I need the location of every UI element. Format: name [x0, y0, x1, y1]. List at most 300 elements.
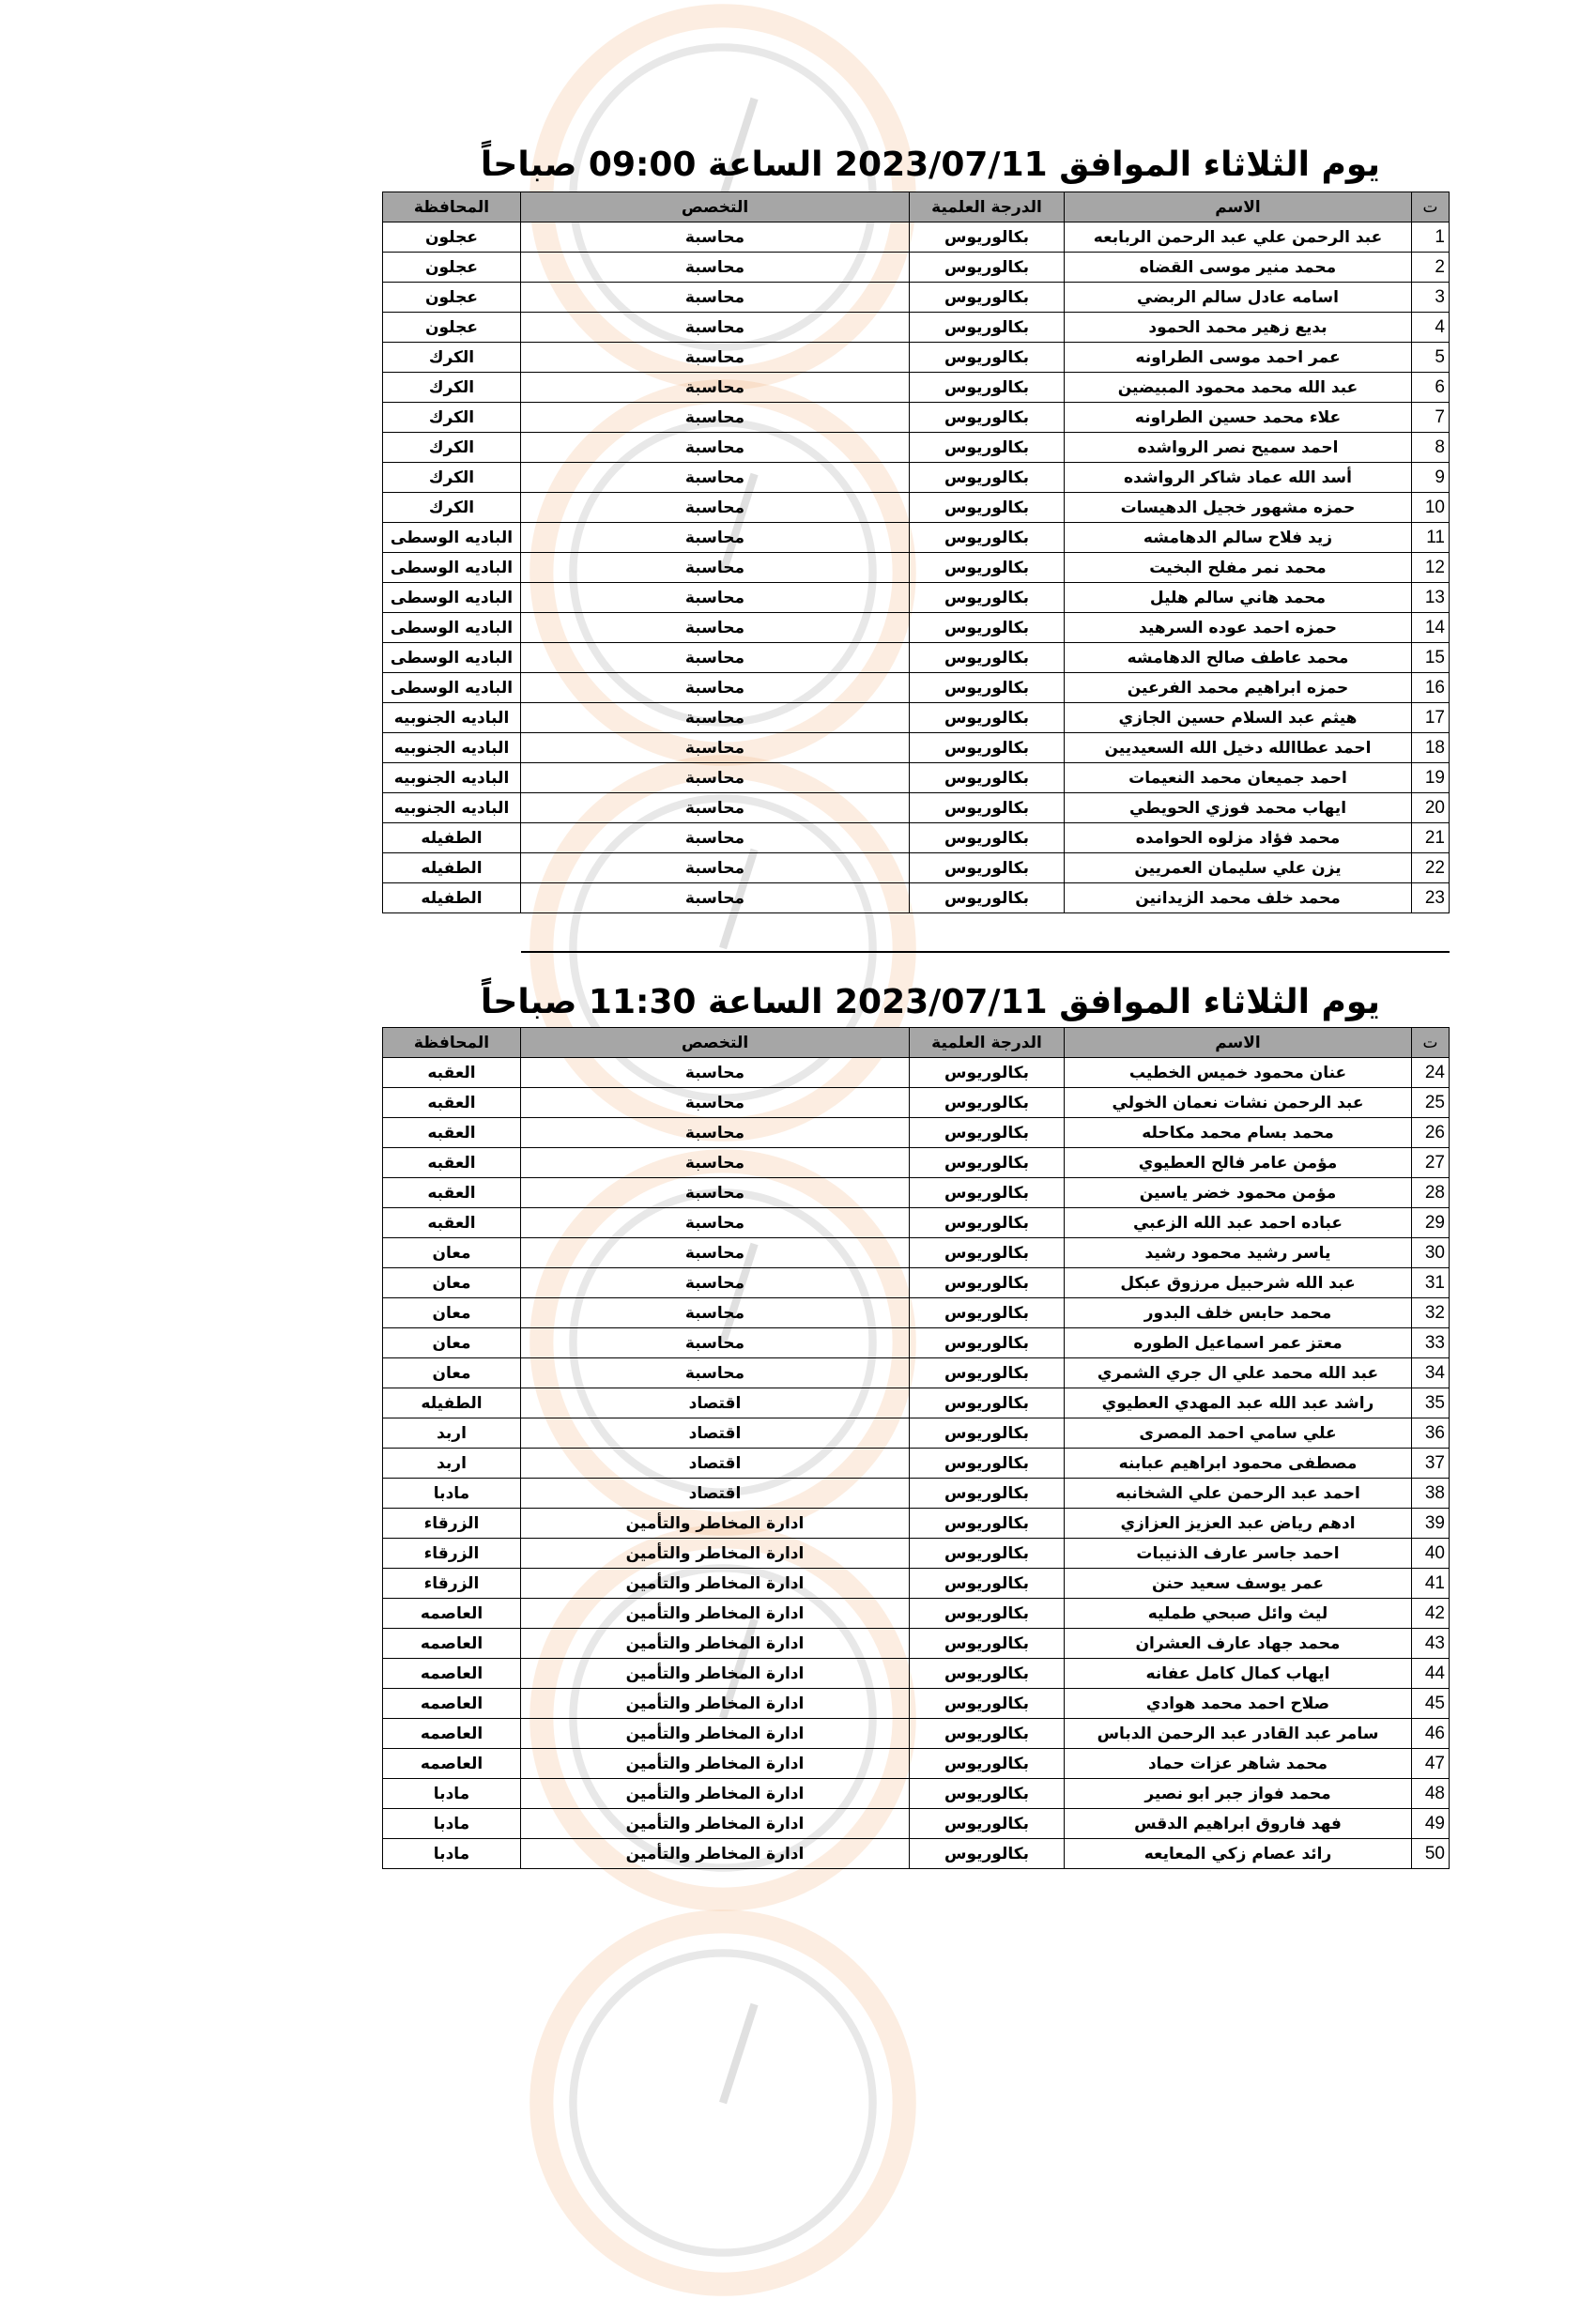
- cell-specialty: محاسبة: [521, 733, 910, 763]
- session-2-table: [382, 1027, 1450, 1869]
- cell-governorate: الباديه الجنوبيه: [383, 733, 521, 763]
- cell-name: ليث وائل صبحي طمليه: [1065, 1599, 1412, 1629]
- cell-degree: بكالوريوس: [910, 1719, 1065, 1749]
- cell-specialty: محاسبة: [521, 1358, 910, 1388]
- cell-degree: بكالوريوس: [910, 1388, 1065, 1418]
- cell-governorate: الكرك: [383, 433, 521, 463]
- cell-num: 29: [1412, 1208, 1450, 1238]
- cell-num: 41: [1412, 1569, 1450, 1599]
- cell-name: محمد شاهر عزات حماد: [1065, 1749, 1412, 1779]
- cell-name: عنان محمود خميس الخطيب: [1065, 1058, 1412, 1088]
- cell-degree: بكالوريوس: [910, 433, 1065, 463]
- cell-degree: بكالوريوس: [910, 1148, 1065, 1178]
- cell-degree: بكالوريوس: [910, 703, 1065, 733]
- cell-specialty: محاسبة: [521, 493, 910, 523]
- table-row: [383, 1118, 1450, 1148]
- cell-specialty: محاسبة: [521, 673, 910, 703]
- cell-governorate: مادبا: [383, 1779, 521, 1809]
- cell-degree: بكالوريوس: [910, 583, 1065, 613]
- table-row: [383, 1058, 1450, 1088]
- cell-name: ادهم رياض عبد العزيز العزازي: [1065, 1509, 1412, 1539]
- cell-governorate: الطفيله: [383, 883, 521, 913]
- cell-name: ايهاب محمد فوزي الحويطي: [1065, 793, 1412, 823]
- cell-name: أسد الله عماد شاكر الرواشده: [1065, 463, 1412, 493]
- cell-degree: بكالوريوس: [910, 1238, 1065, 1268]
- table-row: [383, 793, 1450, 823]
- column-header-degree: الدرجة العلمية: [910, 192, 1065, 222]
- table-row: [383, 823, 1450, 853]
- table-row: [383, 1659, 1450, 1689]
- session-2-title: يوم الثلاثاء الموافق 2023/07/11 الساعة 11:30 صباحاً: [480, 983, 1380, 1021]
- cell-governorate: عجلون: [383, 283, 521, 313]
- cell-specialty: محاسبة: [521, 853, 910, 883]
- cell-governorate: العاصمه: [383, 1719, 521, 1749]
- cell-specialty: محاسبة: [521, 1208, 910, 1238]
- cell-name: عبد الرحمن علي عبد الرحمن الربابعه: [1065, 222, 1412, 253]
- cell-name: مؤمن عامر فالح العطيوي: [1065, 1148, 1412, 1178]
- column-header-specialty: التخصص: [521, 192, 910, 222]
- table-row: [383, 1418, 1450, 1449]
- cell-name: عبد الله محمد محمود المبيضين: [1065, 373, 1412, 403]
- table-row: [383, 1178, 1450, 1208]
- cell-degree: بكالوريوس: [910, 1449, 1065, 1479]
- cell-num: 38: [1412, 1479, 1450, 1509]
- table-row: [383, 1569, 1450, 1599]
- cell-num: 1: [1412, 222, 1450, 253]
- cell-degree: بكالوريوس: [910, 343, 1065, 373]
- cell-degree: بكالوريوس: [910, 283, 1065, 313]
- cell-degree: بكالوريوس: [910, 1178, 1065, 1208]
- cell-degree: بكالوريوس: [910, 222, 1065, 253]
- table-row: [383, 1479, 1450, 1509]
- cell-governorate: معان: [383, 1268, 521, 1298]
- cell-name: احمد سميح نصر الرواشده: [1065, 433, 1412, 463]
- cell-specialty: محاسبة: [521, 403, 910, 433]
- cell-specialty: ادارة المخاطر والتأمين: [521, 1629, 910, 1659]
- cell-name: احمد جاسر عارف الذنيبات: [1065, 1539, 1412, 1569]
- cell-name: احمد عطاالله دخيل الله السعيديين: [1065, 733, 1412, 763]
- cell-num: 34: [1412, 1358, 1450, 1388]
- cell-degree: بكالوريوس: [910, 643, 1065, 673]
- cell-specialty: ادارة المخاطر والتأمين: [521, 1569, 910, 1599]
- cell-specialty: محاسبة: [521, 1088, 910, 1118]
- cell-name: علاء محمد حسين الطراونه: [1065, 403, 1412, 433]
- cell-name: حمزه مشهور خجيل الدهيسات: [1065, 493, 1412, 523]
- cell-name: عمر يوسف سعيد حنن: [1065, 1569, 1412, 1599]
- cell-degree: بكالوريوس: [910, 253, 1065, 283]
- cell-name: صلاح احمد محمد هوادي: [1065, 1689, 1412, 1719]
- cell-governorate: عجلون: [383, 222, 521, 253]
- cell-degree: بكالوريوس: [910, 1809, 1065, 1839]
- cell-num: 47: [1412, 1749, 1450, 1779]
- cell-specialty: ادارة المخاطر والتأمين: [521, 1599, 910, 1629]
- cell-governorate: معان: [383, 1328, 521, 1358]
- cell-specialty: محاسبة: [521, 1118, 910, 1148]
- cell-governorate: معان: [383, 1298, 521, 1328]
- cell-governorate: الكرك: [383, 373, 521, 403]
- cell-degree: بكالوريوس: [910, 1418, 1065, 1449]
- cell-name: حمزه ابراهيم محمد الفرعين: [1065, 673, 1412, 703]
- cell-specialty: اقتصاد: [521, 1388, 910, 1418]
- cell-name: محمد جهاد عارف العشران: [1065, 1629, 1412, 1659]
- cell-num: 24: [1412, 1058, 1450, 1088]
- table-row: [383, 1388, 1450, 1418]
- table-row: [383, 1449, 1450, 1479]
- cell-specialty: محاسبة: [521, 433, 910, 463]
- cell-governorate: الطفيله: [383, 1388, 521, 1418]
- cell-degree: بكالوريوس: [910, 1058, 1065, 1088]
- cell-governorate: العقبه: [383, 1058, 521, 1088]
- cell-name: سامر عبد القادر عبد الرحمن الدباس: [1065, 1719, 1412, 1749]
- cell-name: هيثم عبد السلام حسين الجازي: [1065, 703, 1412, 733]
- cell-num: 21: [1412, 823, 1450, 853]
- cell-name: عبد الله محمد علي ال جري الشمري: [1065, 1358, 1412, 1388]
- cell-num: 30: [1412, 1238, 1450, 1268]
- cell-degree: بكالوريوس: [910, 1629, 1065, 1659]
- cell-num: 15: [1412, 643, 1450, 673]
- cell-specialty: محاسبة: [521, 703, 910, 733]
- cell-num: 42: [1412, 1599, 1450, 1629]
- table-row: [383, 493, 1450, 523]
- cell-governorate: الزرقاء: [383, 1569, 521, 1599]
- cell-degree: بكالوريوس: [910, 1839, 1065, 1869]
- cell-specialty: ادارة المخاطر والتأمين: [521, 1659, 910, 1689]
- cell-name: محمد عاطف صالح الدهامشه: [1065, 643, 1412, 673]
- watermark-clock-icon: [526, 1906, 920, 2300]
- cell-degree: بكالوريوس: [910, 313, 1065, 343]
- cell-name: محمد حابس خلف البدور: [1065, 1298, 1412, 1328]
- cell-specialty: محاسبة: [521, 313, 910, 343]
- cell-name: بديع زهير محمد الحمود: [1065, 313, 1412, 343]
- table-header-row: [383, 192, 1450, 222]
- cell-name: محمد فواز جبر ابو نصير: [1065, 1779, 1412, 1809]
- column-header-specialty: التخصص: [521, 1028, 910, 1058]
- cell-specialty: محاسبة: [521, 613, 910, 643]
- cell-degree: بكالوريوس: [910, 1779, 1065, 1809]
- cell-degree: بكالوريوس: [910, 1268, 1065, 1298]
- cell-governorate: الزرقاء: [383, 1509, 521, 1539]
- table-row: [383, 313, 1450, 343]
- column-header-degree: الدرجة العلمية: [910, 1028, 1065, 1058]
- cell-num: 20: [1412, 793, 1450, 823]
- cell-specialty: ادارة المخاطر والتأمين: [521, 1719, 910, 1749]
- cell-name: يزن علي سليمان العمريين: [1065, 853, 1412, 883]
- cell-name: اسامه عادل سالم الربضي: [1065, 283, 1412, 313]
- cell-degree: بكالوريوس: [910, 763, 1065, 793]
- cell-degree: بكالوريوس: [910, 613, 1065, 643]
- cell-num: 16: [1412, 673, 1450, 703]
- cell-name: احمد عبد الرحمن علي الشخانبه: [1065, 1479, 1412, 1509]
- cell-degree: بكالوريوس: [910, 673, 1065, 703]
- cell-degree: بكالوريوس: [910, 1539, 1065, 1569]
- cell-name: رائد عصام زكي المعايعه: [1065, 1839, 1412, 1869]
- cell-governorate: الكرك: [383, 403, 521, 433]
- cell-degree: بكالوريوس: [910, 1208, 1065, 1238]
- table-row: [383, 523, 1450, 553]
- cell-num: 49: [1412, 1809, 1450, 1839]
- cell-degree: بكالوريوس: [910, 523, 1065, 553]
- cell-name: عباده احمد عبد الله الزعبي: [1065, 1208, 1412, 1238]
- cell-num: 14: [1412, 613, 1450, 643]
- cell-governorate: مادبا: [383, 1479, 521, 1509]
- table-row: [383, 1719, 1450, 1749]
- cell-num: 36: [1412, 1418, 1450, 1449]
- cell-governorate: اربد: [383, 1449, 521, 1479]
- column-header-governorate: المحافظة: [383, 1028, 521, 1058]
- cell-governorate: الباديه الوسطى: [383, 673, 521, 703]
- cell-name: معتز عمر اسماعيل الطوره: [1065, 1328, 1412, 1358]
- cell-governorate: العقبه: [383, 1118, 521, 1148]
- cell-specialty: ادارة المخاطر والتأمين: [521, 1509, 910, 1539]
- cell-specialty: محاسبة: [521, 1148, 910, 1178]
- cell-governorate: الطفيله: [383, 853, 521, 883]
- cell-governorate: الباديه الوسطى: [383, 643, 521, 673]
- cell-governorate: العقبه: [383, 1148, 521, 1178]
- cell-degree: بكالوريوس: [910, 1659, 1065, 1689]
- cell-specialty: محاسبة: [521, 523, 910, 553]
- table-row: [383, 1208, 1450, 1238]
- cell-num: 46: [1412, 1719, 1450, 1749]
- cell-specialty: محاسبة: [521, 763, 910, 793]
- cell-governorate: اربد: [383, 1418, 521, 1449]
- cell-name: عبد الرحمن نشات نعمان الخولي: [1065, 1088, 1412, 1118]
- cell-specialty: اقتصاد: [521, 1449, 910, 1479]
- cell-num: 32: [1412, 1298, 1450, 1328]
- table-row: [383, 463, 1450, 493]
- table-row: [383, 673, 1450, 703]
- cell-name: عمر احمد موسى الطراونه: [1065, 343, 1412, 373]
- cell-degree: بكالوريوس: [910, 1509, 1065, 1539]
- cell-governorate: الطفيله: [383, 823, 521, 853]
- cell-governorate: الباديه الجنوبيه: [383, 703, 521, 733]
- table-row: [383, 733, 1450, 763]
- cell-governorate: العاصمه: [383, 1689, 521, 1719]
- cell-num: 40: [1412, 1539, 1450, 1569]
- cell-num: 18: [1412, 733, 1450, 763]
- cell-name: محمد فؤاد مزلوه الحوامده: [1065, 823, 1412, 853]
- cell-num: 13: [1412, 583, 1450, 613]
- cell-name: ياسر رشيد محمود رشيد: [1065, 1238, 1412, 1268]
- table-row: [383, 373, 1450, 403]
- cell-specialty: محاسبة: [521, 283, 910, 313]
- cell-name: مؤمن محمود خضر ياسين: [1065, 1178, 1412, 1208]
- cell-specialty: ادارة المخاطر والتأمين: [521, 1779, 910, 1809]
- cell-name: فهد فاروق ابراهيم الدقس: [1065, 1809, 1412, 1839]
- cell-num: 23: [1412, 883, 1450, 913]
- cell-name: علي سامي احمد المصرى: [1065, 1418, 1412, 1449]
- cell-num: 12: [1412, 553, 1450, 583]
- cell-num: 43: [1412, 1629, 1450, 1659]
- cell-specialty: محاسبة: [521, 553, 910, 583]
- cell-num: 11: [1412, 523, 1450, 553]
- cell-num: 9: [1412, 463, 1450, 493]
- cell-degree: بكالوريوس: [910, 493, 1065, 523]
- cell-degree: بكالوريوس: [910, 1569, 1065, 1599]
- cell-num: 2: [1412, 253, 1450, 283]
- cell-num: 22: [1412, 853, 1450, 883]
- cell-name: محمد منير موسى القضاه: [1065, 253, 1412, 283]
- table-row: [383, 853, 1450, 883]
- session-1-table: [382, 192, 1450, 913]
- cell-governorate: العاصمه: [383, 1749, 521, 1779]
- cell-governorate: مادبا: [383, 1809, 521, 1839]
- cell-governorate: معان: [383, 1358, 521, 1388]
- cell-num: 50: [1412, 1839, 1450, 1869]
- cell-specialty: محاسبة: [521, 463, 910, 493]
- table-row: [383, 1539, 1450, 1569]
- table-row: [383, 883, 1450, 913]
- cell-governorate: الباديه الوسطى: [383, 583, 521, 613]
- cell-degree: بكالوريوس: [910, 553, 1065, 583]
- cell-num: 7: [1412, 403, 1450, 433]
- table-row: [383, 283, 1450, 313]
- cell-specialty: محاسبة: [521, 1298, 910, 1328]
- cell-degree: بكالوريوس: [910, 793, 1065, 823]
- cell-governorate: الباديه الجنوبيه: [383, 793, 521, 823]
- cell-specialty: ادارة المخاطر والتأمين: [521, 1749, 910, 1779]
- cell-specialty: محاسبة: [521, 373, 910, 403]
- cell-degree: بكالوريوس: [910, 1599, 1065, 1629]
- cell-governorate: مادبا: [383, 1839, 521, 1869]
- cell-specialty: ادارة المخاطر والتأمين: [521, 1809, 910, 1839]
- cell-name: مصطفى محمود ابراهيم عبابنه: [1065, 1449, 1412, 1479]
- cell-specialty: ادارة المخاطر والتأمين: [521, 1839, 910, 1869]
- column-header-num: ت: [1412, 1028, 1450, 1058]
- cell-governorate: الباديه الوسطى: [383, 553, 521, 583]
- cell-specialty: محاسبة: [521, 1268, 910, 1298]
- table-row: [383, 1148, 1450, 1178]
- cell-name: احمد جميعان محمد النعيمات: [1065, 763, 1412, 793]
- column-header-governorate: المحافظة: [383, 192, 521, 222]
- column-header-num: ت: [1412, 192, 1450, 222]
- cell-governorate: معان: [383, 1238, 521, 1268]
- table-row: [383, 1298, 1450, 1328]
- cell-degree: بكالوريوس: [910, 1118, 1065, 1148]
- cell-degree: بكالوريوس: [910, 1479, 1065, 1509]
- cell-specialty: محاسبة: [521, 1328, 910, 1358]
- cell-name: محمد خلف محمد الزيدانين: [1065, 883, 1412, 913]
- table-row: [383, 1779, 1450, 1809]
- table-row: [383, 1599, 1450, 1629]
- cell-num: 8: [1412, 433, 1450, 463]
- cell-num: 27: [1412, 1148, 1450, 1178]
- cell-specialty: اقتصاد: [521, 1479, 910, 1509]
- cell-degree: بكالوريوس: [910, 853, 1065, 883]
- table-row: [383, 403, 1450, 433]
- table-row: [383, 1839, 1450, 1869]
- cell-degree: بكالوريوس: [910, 373, 1065, 403]
- table-row: [383, 1328, 1450, 1358]
- table-row: [383, 1358, 1450, 1388]
- column-header-name: الاسم: [1065, 192, 1412, 222]
- table-row: [383, 1509, 1450, 1539]
- cell-num: 45: [1412, 1689, 1450, 1719]
- table-row: [383, 433, 1450, 463]
- cell-specialty: محاسبة: [521, 793, 910, 823]
- table-row: [383, 553, 1450, 583]
- cell-degree: بكالوريوس: [910, 1298, 1065, 1328]
- cell-specialty: ادارة المخاطر والتأمين: [521, 1539, 910, 1569]
- cell-degree: بكالوريوس: [910, 1689, 1065, 1719]
- cell-num: 33: [1412, 1328, 1450, 1358]
- cell-degree: بكالوريوس: [910, 1088, 1065, 1118]
- cell-governorate: الباديه الجنوبيه: [383, 763, 521, 793]
- cell-num: 44: [1412, 1659, 1450, 1689]
- cell-governorate: العقبه: [383, 1178, 521, 1208]
- cell-num: 25: [1412, 1088, 1450, 1118]
- cell-num: 4: [1412, 313, 1450, 343]
- cell-specialty: اقتصاد: [521, 1418, 910, 1449]
- column-header-name: الاسم: [1065, 1028, 1412, 1058]
- table-row: [383, 343, 1450, 373]
- cell-name: راشد عبد الله عبد المهدي العطيوي: [1065, 1388, 1412, 1418]
- cell-specialty: محاسبة: [521, 643, 910, 673]
- cell-specialty: محاسبة: [521, 222, 910, 253]
- cell-governorate: العاصمه: [383, 1599, 521, 1629]
- cell-num: 28: [1412, 1178, 1450, 1208]
- session-1-title: يوم الثلاثاء الموافق 2023/07/11 الساعة 09:00 صباحاً: [480, 146, 1380, 184]
- table-row: [383, 1088, 1450, 1118]
- cell-degree: بكالوريوس: [910, 1749, 1065, 1779]
- table-row: [383, 613, 1450, 643]
- table-row: [383, 1629, 1450, 1659]
- cell-name: حمزه احمد عوده السرهيد: [1065, 613, 1412, 643]
- cell-degree: بكالوريوس: [910, 1328, 1065, 1358]
- cell-governorate: الباديه الوسطى: [383, 613, 521, 643]
- cell-governorate: العاصمه: [383, 1659, 521, 1689]
- cell-degree: بكالوريوس: [910, 463, 1065, 493]
- cell-governorate: الكرك: [383, 463, 521, 493]
- cell-name: محمد هاني سالم هليل: [1065, 583, 1412, 613]
- cell-degree: بكالوريوس: [910, 403, 1065, 433]
- table-row: [383, 222, 1450, 253]
- cell-governorate: الكرك: [383, 493, 521, 523]
- cell-degree: بكالوريوس: [910, 823, 1065, 853]
- cell-degree: بكالوريوس: [910, 1358, 1065, 1388]
- cell-name: ايهاب كمال كامل عفانه: [1065, 1659, 1412, 1689]
- section-divider: [521, 951, 1450, 953]
- cell-degree: بكالوريوس: [910, 733, 1065, 763]
- cell-name: زيد فلاح سالم الدهامشه: [1065, 523, 1412, 553]
- cell-governorate: عجلون: [383, 253, 521, 283]
- table-row: [383, 1809, 1450, 1839]
- cell-specialty: ادارة المخاطر والتأمين: [521, 1689, 910, 1719]
- table-row: [383, 253, 1450, 283]
- cell-specialty: محاسبة: [521, 583, 910, 613]
- cell-num: 3: [1412, 283, 1450, 313]
- cell-num: 39: [1412, 1509, 1450, 1539]
- table-row: [383, 643, 1450, 673]
- cell-name: عبد الله شرحبيل مرزوق عبكل: [1065, 1268, 1412, 1298]
- cell-governorate: العاصمه: [383, 1629, 521, 1659]
- cell-num: 26: [1412, 1118, 1450, 1148]
- cell-num: 6: [1412, 373, 1450, 403]
- cell-num: 37: [1412, 1449, 1450, 1479]
- cell-governorate: عجلون: [383, 313, 521, 343]
- cell-num: 31: [1412, 1268, 1450, 1298]
- cell-specialty: محاسبة: [521, 343, 910, 373]
- cell-specialty: محاسبة: [521, 883, 910, 913]
- table-row: [383, 1268, 1450, 1298]
- cell-num: 35: [1412, 1388, 1450, 1418]
- cell-specialty: محاسبة: [521, 823, 910, 853]
- cell-governorate: الزرقاء: [383, 1539, 521, 1569]
- table-row: [383, 763, 1450, 793]
- cell-specialty: محاسبة: [521, 253, 910, 283]
- cell-governorate: العقبه: [383, 1208, 521, 1238]
- table-row: [383, 1749, 1450, 1779]
- table-header-row: [383, 1028, 1450, 1058]
